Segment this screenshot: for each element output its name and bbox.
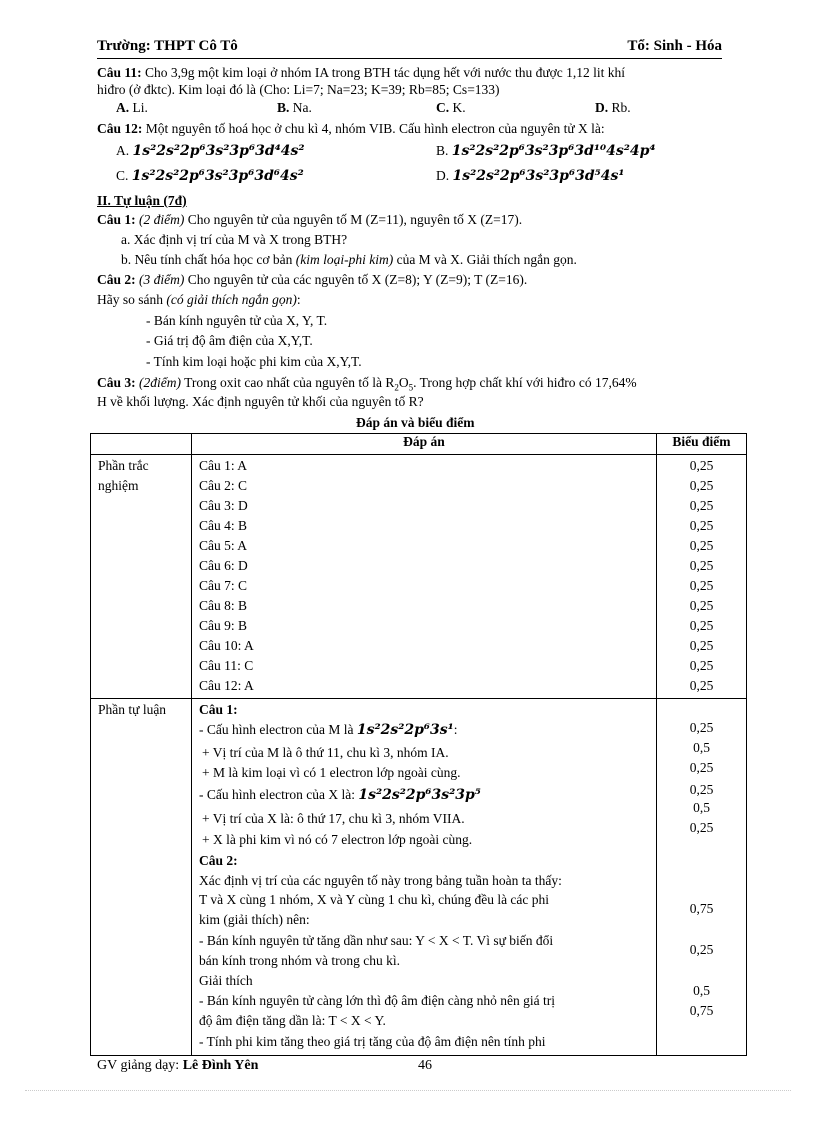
essay-q3-line2: H về khối lượng. Xác định nguyên tử khối của nguyên tố R?: [97, 394, 424, 409]
score: 0,5: [693, 983, 710, 998]
header-score: Biểu điểm: [657, 434, 747, 455]
header-answer: Đáp án: [192, 434, 657, 455]
list-item: Câu 12: A: [199, 678, 254, 693]
q11-option-a: A. Li.: [116, 100, 148, 115]
score: 0,25: [689, 458, 714, 473]
essay-label: Phần tự luận: [98, 702, 167, 717]
essay-q3: Câu 3: (2điểm) Trong oxit cao nhất của nguyên tố là $R_2O_5$. Trong hợp chất khí với hiđro có 17,64%: [97, 375, 637, 393]
score: 0,25: [689, 782, 714, 797]
answer-line: + X là phi kim vì nó có 7 electron lớp ngoài cùng.: [202, 832, 473, 847]
q11-option-c: C. K.: [436, 100, 466, 115]
answer-line: + Vị trí của M là ô thứ 11, chu kì 3, nhóm IA.: [202, 745, 449, 760]
list-item: Câu 1: A: [199, 458, 248, 473]
answer-line: + Vị trí của X là: ô thứ 17, chu kì 3, nhóm VIIA.: [202, 811, 465, 826]
essay-q2: Câu 2: (3 điểm) Cho nguyên tử của các nguyên tố X (Z=8); Y (Z=9); T (Z=16).: [97, 272, 528, 287]
answer-table: [90, 433, 747, 1056]
answer-line: + M là kim loại vì có 1 electron lớp ngoài cùng.: [202, 765, 461, 780]
score: 0,25: [689, 498, 714, 513]
mc-answers-cell: [192, 455, 657, 699]
q12-option-c: C. 1s²2s²2p⁶3s²3p⁶3d⁶4s²: [116, 168, 304, 184]
footer-teacher: GV giảng dạy: Lê Đình Yên: [97, 1058, 259, 1073]
score: 0,25: [689, 618, 714, 633]
answer-line: - Bán kính nguyên tử càng lớn thì độ âm điện càng nhỏ nên giá trị: [199, 993, 556, 1008]
list-item: Câu 11: C: [199, 658, 254, 673]
score: 0,25: [689, 658, 714, 673]
list-item: Câu 9: B: [199, 618, 248, 633]
list-item: Câu 8: B: [199, 598, 248, 613]
answer-q2-label: Câu 2:: [199, 853, 238, 868]
table-header-row: [91, 434, 747, 455]
list-item: Câu 4: B: [199, 518, 248, 533]
answer-line: T và X cùng 1 nhóm, X và Y cùng 1 chu kì, chúng đều là các phi: [199, 892, 550, 907]
essay-q2-item: - Tính kim loại hoặc phi kim của X,Y,T.: [146, 354, 362, 369]
score: 0,25: [689, 760, 714, 775]
q11-option-b: B. Na.: [277, 100, 312, 115]
q11-line1: Câu 11: Cho 3,9g một kim loại ở nhóm IA trong BTH tác dụng hết với nước thu được 1,12 lit khí: [97, 65, 626, 80]
list-item: Câu 6: D: [199, 558, 248, 573]
list-item: Câu 2: C: [199, 478, 248, 493]
score: 0,25: [689, 942, 714, 957]
q11-option-d: D. Rb.: [595, 100, 631, 115]
list-item: Câu 10: A: [199, 638, 254, 653]
essay-q2-compare: Hãy so sánh (có giải thích ngắn gọn):: [97, 292, 301, 307]
score: 0,75: [689, 901, 714, 916]
score: 0,25: [689, 720, 714, 735]
list-item: Câu 3: D: [199, 498, 248, 513]
score: 0,25: [689, 598, 714, 613]
score: 0,75: [689, 1003, 714, 1018]
answer-line: độ âm điện tăng dần là: T < X < Y.: [199, 1013, 386, 1028]
mc-label: nghiệm: [98, 478, 139, 493]
answer-line: - Bán kính nguyên tử tăng dần như sau: Y < X < T. Vì sự biến đổi: [199, 933, 554, 948]
page-header: [97, 38, 722, 59]
list-item: Câu 7: C: [199, 578, 248, 593]
essay-scores-cell: [657, 699, 747, 1056]
q12-stem: Câu 12: Một nguyên tố hoá học ở chu kì 4, nhóm VIB. Cấu hình electron của nguyên tử X là:: [97, 121, 605, 136]
header-cell-empty: [91, 434, 192, 455]
score: 0,25: [689, 678, 714, 693]
score: 0,25: [689, 578, 714, 593]
score: 0,5: [693, 740, 710, 755]
answer-line: Giải thích: [199, 973, 253, 988]
score: 0,25: [689, 638, 714, 653]
score: 0,25: [689, 538, 714, 553]
score: 0,25: [689, 820, 714, 835]
score: 0,25: [689, 558, 714, 573]
essay-q1-b: b. Nêu tính chất hóa học cơ bản (kim loại-phi kim) của M và X. Giải thích ngắn gọn.: [121, 252, 577, 267]
score: 0,5: [693, 800, 710, 815]
answer-line: - Cấu hình electron của X là: 1s²2s²2p⁶3s²3p⁵: [199, 787, 481, 803]
essay-answers-cell: [192, 699, 657, 1056]
table-row-mc: [91, 455, 747, 699]
page-number: 46: [418, 1058, 432, 1073]
answer-line: - Tính phi kim tăng theo giá trị tăng của độ âm điện nên tính phi: [199, 1034, 546, 1049]
essay-label-cell: [91, 699, 192, 1056]
q12-option-b: B. 1s²2s²2p⁶3s²3p⁶3d¹⁰4s²4p⁴: [436, 143, 656, 159]
essay-q2-item: - Bán kính nguyên tử của X, Y, T.: [146, 313, 328, 328]
score: 0,25: [689, 478, 714, 493]
essay-q1: Câu 1: (2 điểm) Cho nguyên tử của nguyên tố M (Z=11), nguyên tố X (Z=17).: [97, 212, 523, 227]
answers-title: Đáp án và biểu điểm: [356, 415, 475, 430]
essay-q1-a: a. Xác định vị trí của M và X trong BTH?: [121, 232, 348, 247]
answer-line: - Cấu hình electron của M là 1s²2s²2p⁶3s¹:: [199, 722, 458, 738]
mc-scores-cell: [657, 455, 747, 699]
table-row-essay: [91, 699, 747, 1056]
score: 0,25: [689, 518, 714, 533]
essay-heading: II. Tự luận (7đ): [97, 193, 187, 208]
q11-line2: hiđro (ở đktc). Kim loại đó là (Cho: Li=7; Na=23; K=39; Rb=85; Cs=133): [97, 82, 500, 97]
school-name: Trường: THPT Cô Tô: [97, 38, 238, 54]
essay-q2-item: - Giá trị độ âm điện của X,Y,T.: [146, 333, 313, 348]
q12-option-d: D. 1s²2s²2p⁶3s²3p⁶3d⁵4s¹: [436, 168, 625, 184]
group-name: Tổ: Sinh - Hóa: [627, 38, 722, 54]
page-divider: [25, 1090, 791, 1091]
answer-q1-label: Câu 1:: [199, 702, 238, 717]
answer-line: kim (giải thích) nên:: [199, 912, 310, 927]
answer-line: bán kính trong nhóm và trong chu kì.: [199, 953, 400, 968]
answer-line: Xác định vị trí của các nguyên tố này trong bảng tuần hoàn ta thấy:: [199, 873, 562, 888]
q12-option-a: A. 1s²2s²2p⁶3s²3p⁶3d⁴4s²: [116, 143, 305, 159]
mc-label: Phần trắc: [98, 458, 149, 473]
list-item: Câu 5: A: [199, 538, 248, 553]
mc-label-cell: [91, 455, 192, 699]
